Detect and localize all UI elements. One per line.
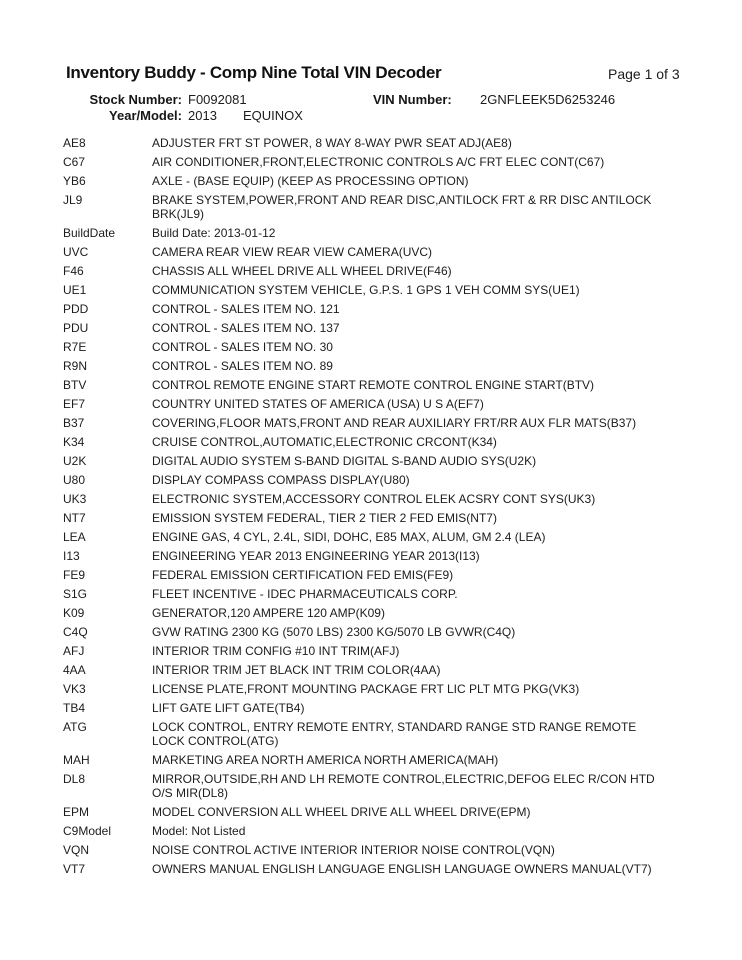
option-code: MAH: [63, 753, 90, 767]
option-code: LEA: [63, 530, 86, 544]
option-row: [63, 454, 664, 468]
option-row: [63, 663, 664, 677]
option-code: I13: [63, 549, 80, 563]
option-description: ENGINEERING YEAR 2013 ENGINEERING YEAR 2013(I13): [152, 549, 480, 563]
option-description: AIR CONDITIONER,FRONT,ELECTRONIC CONTROLS A/C FRT ELEC CONT(C67): [152, 155, 605, 169]
option-description: AXLE - (BASE EQUIP) (KEEP AS PROCESSING OPTION): [152, 174, 469, 188]
option-description: CAMERA REAR VIEW REAR VIEW CAMERA(UVC): [152, 245, 433, 259]
option-code: FE9: [63, 568, 86, 582]
option-description: DIGITAL AUDIO SYSTEM S-BAND DIGITAL S-BAND AUDIO SYS(U2K): [152, 454, 537, 468]
option-row: [63, 701, 664, 715]
option-row: [63, 245, 664, 259]
option-code: JL9: [63, 193, 83, 207]
option-code: BuildDate: [63, 226, 116, 240]
option-description: CHASSIS ALL WHEEL DRIVE ALL WHEEL DRIVE(F46): [152, 264, 452, 278]
option-description: COUNTRY UNITED STATES OF AMERICA (USA) U S A(EF7): [152, 397, 484, 411]
option-code: C9Model: [63, 824, 112, 838]
option-description: LIFT GATE LIFT GATE(TB4): [152, 701, 305, 715]
option-description: CONTROL - SALES ITEM NO. 30: [152, 340, 333, 354]
option-row: [63, 753, 664, 767]
option-description: BRAKE SYSTEM,POWER,FRONT AND REAR DISC,ANTILOCK FRT & RR DISC ANTILOCK BRK(JL9): [152, 193, 652, 221]
option-code: ATG: [63, 720, 87, 734]
option-description: ENGINE GAS, 4 CYL, 2.4L, SIDI, DOHC, E85 MAX, ALUM, GM 2.4 (LEA): [152, 530, 546, 544]
option-row: [63, 174, 664, 188]
option-description: INTERIOR TRIM CONFIG #10 INT TRIM(AFJ): [152, 644, 400, 658]
option-code: K34: [63, 435, 85, 449]
option-description: DISPLAY COMPASS COMPASS DISPLAY(U80): [152, 473, 410, 487]
option-description: CONTROL - SALES ITEM NO. 89: [152, 359, 333, 373]
option-code: EPM: [63, 805, 90, 819]
option-description: CRUISE CONTROL,AUTOMATIC,ELECTRONIC CRCONT(K34): [152, 435, 497, 449]
option-code: AFJ: [63, 644, 85, 658]
option-row: [63, 606, 664, 620]
option-code: VQN: [63, 843, 90, 857]
vin-number-label: VIN Number:: [373, 92, 452, 107]
option-code: 4AA: [63, 663, 86, 677]
option-code: VK3: [63, 682, 86, 696]
option-row: [63, 264, 664, 278]
option-row: [63, 843, 664, 857]
option-row: [63, 416, 664, 430]
option-code: DL8: [63, 772, 86, 786]
option-row: [63, 359, 664, 373]
option-code: U80: [63, 473, 86, 487]
stock-number-value: F0092081: [188, 92, 247, 107]
option-description: LOCK CONTROL, ENTRY REMOTE ENTRY, STANDARD RANGE STD RANGE REMOTE LOCK CONTROL(ATG): [152, 720, 637, 748]
option-code: NT7: [63, 511, 86, 525]
option-code: TB4: [63, 701, 86, 715]
stock-number-label: Stock Number:: [89, 92, 182, 107]
option-code: YB6: [63, 174, 86, 188]
option-row: [63, 824, 664, 838]
option-row: [63, 720, 664, 748]
option-code: C4Q: [63, 625, 88, 639]
option-row: [63, 435, 664, 449]
option-description: CONTROL - SALES ITEM NO. 121: [152, 302, 340, 316]
option-row: [63, 587, 664, 601]
option-code: U2K: [63, 454, 87, 468]
option-code: B37: [63, 416, 85, 430]
vin-number-value: 2GNFLEEK5D6253246: [480, 92, 616, 107]
option-row: [63, 682, 664, 696]
option-code: PDU: [63, 321, 89, 335]
option-row: [63, 805, 664, 819]
option-row: [63, 378, 664, 392]
option-code: UE1: [63, 283, 87, 297]
option-description: FEDERAL EMISSION CERTIFICATION FED EMIS(FE9): [152, 568, 454, 582]
option-description: Model: Not Listed: [152, 824, 246, 838]
option-description: MIRROR,OUTSIDE,RH AND LH REMOTE CONTROL,ELECTRIC,DEFOG ELEC R/CON HTD O/S MIR(DL8): [152, 772, 655, 800]
option-row: [63, 340, 664, 354]
option-code: F46: [63, 264, 84, 278]
model-value: EQUINOX: [243, 108, 303, 123]
options-list: [63, 136, 664, 881]
option-row: [63, 473, 664, 487]
year-value: 2013: [188, 108, 217, 123]
option-code: AE8: [63, 136, 86, 150]
option-code: PDD: [63, 302, 89, 316]
option-description: LICENSE PLATE,FRONT MOUNTING PACKAGE FRT LIC PLT MTG PKG(VK3): [152, 682, 580, 696]
option-description: NOISE CONTROL ACTIVE INTERIOR INTERIOR NOISE CONTROL(VQN): [152, 843, 555, 857]
option-row: [63, 530, 664, 544]
option-code: K09: [63, 606, 85, 620]
option-description: OWNERS MANUAL ENGLISH LANGUAGE ENGLISH LANGUAGE OWNERS MANUAL(VT7): [152, 862, 652, 876]
option-row: [63, 511, 664, 525]
option-row: [63, 136, 664, 150]
option-code: R7E: [63, 340, 87, 354]
option-row: [63, 321, 664, 335]
option-row: [63, 226, 664, 240]
option-description: ADJUSTER FRT ST POWER, 8 WAY 8-WAY PWR SEAT ADJ(AE8): [152, 136, 512, 150]
option-code: R9N: [63, 359, 88, 373]
option-description: EMISSION SYSTEM FEDERAL, TIER 2 TIER 2 FED EMIS(NT7): [152, 511, 497, 525]
option-code: VT7: [63, 862, 86, 876]
page-title: Inventory Buddy - Comp Nine Total VIN Decoder: [66, 63, 442, 82]
option-row: [63, 644, 664, 658]
option-row: [63, 283, 664, 297]
option-description: COMMUNICATION SYSTEM VEHICLE, G.P.S. 1 GPS 1 VEH COMM SYS(UE1): [152, 283, 580, 297]
option-row: [63, 492, 664, 506]
option-description: CONTROL REMOTE ENGINE START REMOTE CONTROL ENGINE START(BTV): [152, 378, 595, 392]
year-model-label: Year/Model:: [109, 108, 182, 123]
option-description: Build Date: 2013-01-12: [152, 226, 276, 240]
option-code: UVC: [63, 245, 89, 259]
option-description: INTERIOR TRIM JET BLACK INT TRIM COLOR(4AA): [152, 663, 441, 677]
option-description: FLEET INCENTIVE - IDEC PHARMACEUTICALS CORP.: [152, 587, 458, 601]
option-row: [63, 568, 664, 582]
option-code: UK3: [63, 492, 87, 506]
option-row: [63, 772, 664, 800]
option-description: CONTROL - SALES ITEM NO. 137: [152, 321, 340, 335]
option-row: [63, 862, 664, 876]
option-row: [63, 625, 664, 639]
option-code: BTV: [63, 378, 87, 392]
option-description: MODEL CONVERSION ALL WHEEL DRIVE ALL WHEEL DRIVE(EPM): [152, 805, 531, 819]
option-row: [63, 397, 664, 411]
option-code: EF7: [63, 397, 86, 411]
option-row: [63, 155, 664, 169]
option-description: GVW RATING 2300 KG (5070 LBS) 2300 KG/5070 LB GVWR(C4Q): [152, 625, 516, 639]
option-row: [63, 549, 664, 563]
option-row: [63, 193, 664, 221]
option-code: C67: [63, 155, 86, 169]
option-description: MARKETING AREA NORTH AMERICA NORTH AMERICA(MAH): [152, 753, 499, 767]
option-row: [63, 302, 664, 316]
option-code: S1G: [63, 587, 88, 601]
option-description: GENERATOR,120 AMPERE 120 AMP(K09): [152, 606, 385, 620]
option-description: ELECTRONIC SYSTEM,ACCESSORY CONTROL ELEK ACSRY CONT SYS(UK3): [152, 492, 596, 506]
option-description: COVERING,FLOOR MATS,FRONT AND REAR AUXILIARY FRT/RR AUX FLR MATS(B37): [152, 416, 637, 430]
page-indicator: Page 1 of 3: [608, 66, 680, 82]
